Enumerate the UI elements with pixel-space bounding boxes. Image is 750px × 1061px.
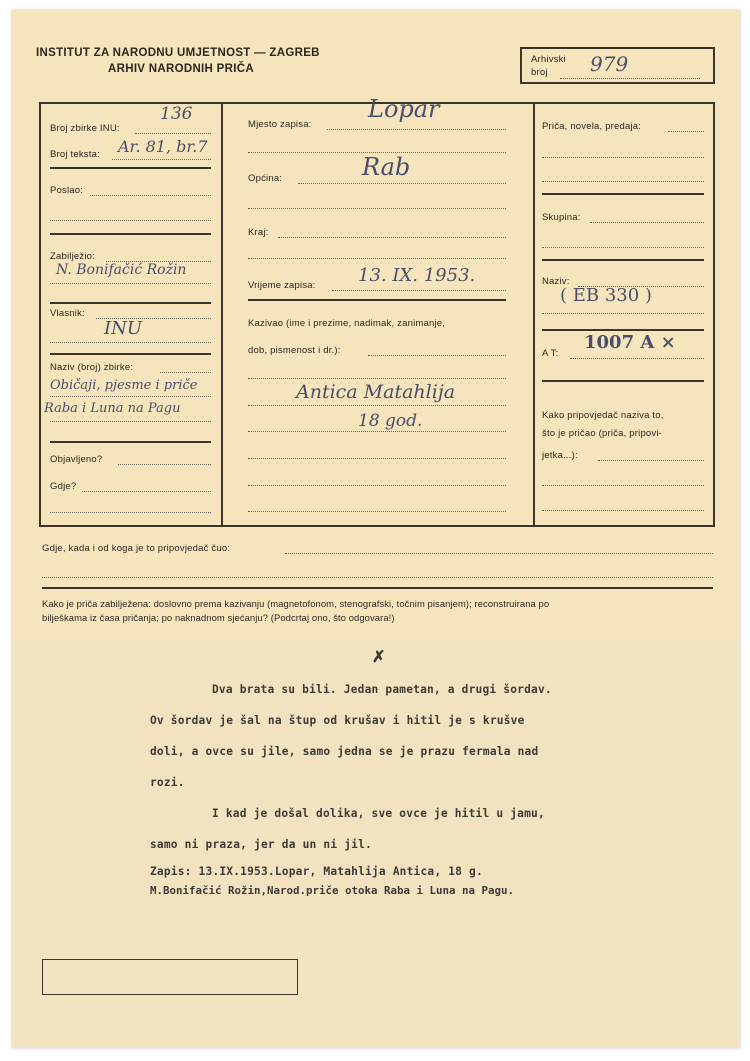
kraj-line <box>278 237 506 238</box>
vlasnik-value: INU <box>104 318 143 339</box>
story-line-4: rozi. <box>150 776 185 789</box>
story-line-3: doli, a ovce su jile, samo jedna se je prazu fermala nad <box>150 745 539 758</box>
kazivao-line-7 <box>248 511 506 512</box>
broj-zbirke-value: 136 <box>160 104 193 124</box>
prica-line-2 <box>542 157 704 158</box>
kraj-line-2 <box>248 258 506 259</box>
kazivao-line-4 <box>248 431 506 432</box>
broj-zbirke-label: Broj zbirke INU: <box>50 123 120 134</box>
empty-stamp-box <box>42 959 298 995</box>
cross-mark: ✗ <box>372 649 386 666</box>
opcina-line <box>298 183 506 184</box>
gdje-line-1 <box>82 491 211 492</box>
archive-title: ARHIV NARODNIH PRIČA <box>108 63 254 75</box>
vrijeme-value: 13. IX. 1953. <box>358 265 476 286</box>
poslao-label: Poslao: <box>50 185 84 196</box>
kazivao-line-2 <box>248 378 506 379</box>
story-line-1: Dva brata su bili. Jedan pametan, a drugi šordav. <box>212 683 552 696</box>
at-value: 1007 A × <box>584 332 676 353</box>
gdje-kada-line-2 <box>42 577 713 578</box>
prica-line-3 <box>542 181 704 182</box>
naziv-zbirke-line-3 <box>50 421 211 422</box>
left-separator-5 <box>50 441 211 443</box>
gdje-label: Gdje? <box>50 481 77 492</box>
kazivao-label-1: Kazivao (ime i prezime, nadimak, zanimanje, <box>248 318 446 329</box>
archive-number-label-1: Arhivski <box>531 54 566 65</box>
skupina-line-2 <box>542 247 704 248</box>
broj-teksta-label: Broj teksta: <box>50 149 100 160</box>
left-separator-3 <box>50 302 211 304</box>
naziv-value: ( EB 330 ) <box>560 285 652 306</box>
naziv-zbirke-label: Naziv (broj) zbirke: <box>50 362 134 373</box>
naziv-zbirke-value-2: Raba i Luna na Pagu <box>44 401 181 416</box>
kako-label-3: jetka...): <box>542 450 578 461</box>
vrijeme-label: Vrijeme zapisa: <box>248 280 316 291</box>
naziv-zbirke-value-1: Običaji, pjesme i priče <box>50 378 198 393</box>
broj-teksta-value: Ar. 81, br.7 <box>118 137 208 156</box>
zabiljezio-value: N. Bonifačić Rožin <box>56 262 187 278</box>
kako-line-3 <box>542 510 704 511</box>
objavljeno-line <box>118 464 211 465</box>
broj-teksta-line <box>112 159 211 160</box>
kazivao-line-5 <box>248 458 506 459</box>
kraj-label: Kraj: <box>248 227 269 238</box>
prica-line-1 <box>668 131 704 132</box>
story-line-7: Zapis: 13.IX.1953.Lopar, Matahlija Antica, 18 g. <box>150 865 483 878</box>
opcina-label: Općina: <box>248 173 283 184</box>
opcina-value: Rab <box>362 153 411 181</box>
middle-separator <box>248 299 506 301</box>
zabiljezena-label-2: bilješkama iz časa pričanja; po naknadnom sjećanju? (Podcrtaj ono, što odgovara!) <box>42 612 395 623</box>
gdje-kada-label: Gdje, kada i od koga je to pripovjedač čuo: <box>42 543 231 554</box>
skupina-label: Skupina: <box>542 212 581 223</box>
kazivao-line-1 <box>368 355 506 356</box>
poslao-line-1 <box>90 195 211 196</box>
at-label: A T: <box>542 348 559 359</box>
vlasnik-label: Vlasnik: <box>50 308 85 319</box>
gdje-line-2 <box>50 512 211 513</box>
zabiljezio-label: Zabilježio: <box>50 251 95 262</box>
right-separator-3 <box>542 329 704 331</box>
archive-number-value: 979 <box>590 52 629 76</box>
zabiljezena-label-1: Kako je priča zabilježena: doslovno prema kazivanju (magnetofonom, stenografski, točnim pisanjem); reconstruirana po <box>42 598 550 609</box>
vlasnik-line-2 <box>50 342 211 343</box>
poslao-line-2 <box>50 220 211 221</box>
mjesto-label: Mjesto zapisa: <box>248 119 312 130</box>
story-line-2: Ov šordav je šal na štup od krušav i hitil je s krušve <box>150 714 525 727</box>
kako-label-2: što je pričao (priča, pripovi- <box>542 428 663 439</box>
section-separator <box>42 587 713 589</box>
mjesto-line <box>327 129 506 130</box>
left-separator-2 <box>50 233 211 235</box>
objavljeno-label: Objavljeno? <box>50 454 103 465</box>
kako-line-2 <box>542 485 704 486</box>
kazivac-age: 18 god. <box>358 411 423 431</box>
left-separator-4 <box>50 353 211 355</box>
kako-line-1 <box>598 460 704 461</box>
gdje-kada-line-1 <box>285 553 713 554</box>
prica-label: Priča, novela, predaja: <box>542 121 642 132</box>
institute-title: INSTITUT ZA NARODNU UMJETNOST — ZAGREB <box>36 47 320 59</box>
kazivao-line-6 <box>248 485 506 486</box>
right-box <box>533 102 715 527</box>
vrijeme-line <box>332 290 506 291</box>
story-line-6: samo ni praza, jer da un ni jil. <box>150 838 372 851</box>
naziv-zbirke-line-2 <box>50 396 211 397</box>
right-separator-2 <box>542 259 704 261</box>
naziv-label: Naziv: <box>542 276 570 287</box>
opcina-line-2 <box>248 208 506 209</box>
kako-label-1: Kako pripovjedač naziva to, <box>542 410 664 421</box>
zabiljezio-line-2 <box>50 283 211 284</box>
broj-zbirke-line <box>135 133 211 134</box>
kazivao-label-2: dob, pismenost i dr.): <box>248 345 341 356</box>
naziv-zbirke-line-1 <box>160 372 211 373</box>
story-line-8: M.Bonifačić Rožin,Narod.priče otoka Raba i Luna na Pagu. <box>150 884 515 897</box>
kazivac-name: Antica Matahlija <box>296 381 456 403</box>
kazivao-line-3 <box>248 405 506 406</box>
mjesto-value: Lopar <box>368 95 440 123</box>
archive-number-line <box>560 78 700 79</box>
right-separator-1 <box>542 193 704 195</box>
naziv-line-2 <box>542 313 704 314</box>
right-separator-4 <box>542 380 704 382</box>
story-line-5: I kad je došal dolika, sve ovce je hitil u jamu, <box>212 807 545 820</box>
archive-number-label-2: broj <box>531 67 548 78</box>
at-line <box>570 358 704 359</box>
left-separator-1 <box>50 167 211 169</box>
skupina-line-1 <box>590 222 704 223</box>
